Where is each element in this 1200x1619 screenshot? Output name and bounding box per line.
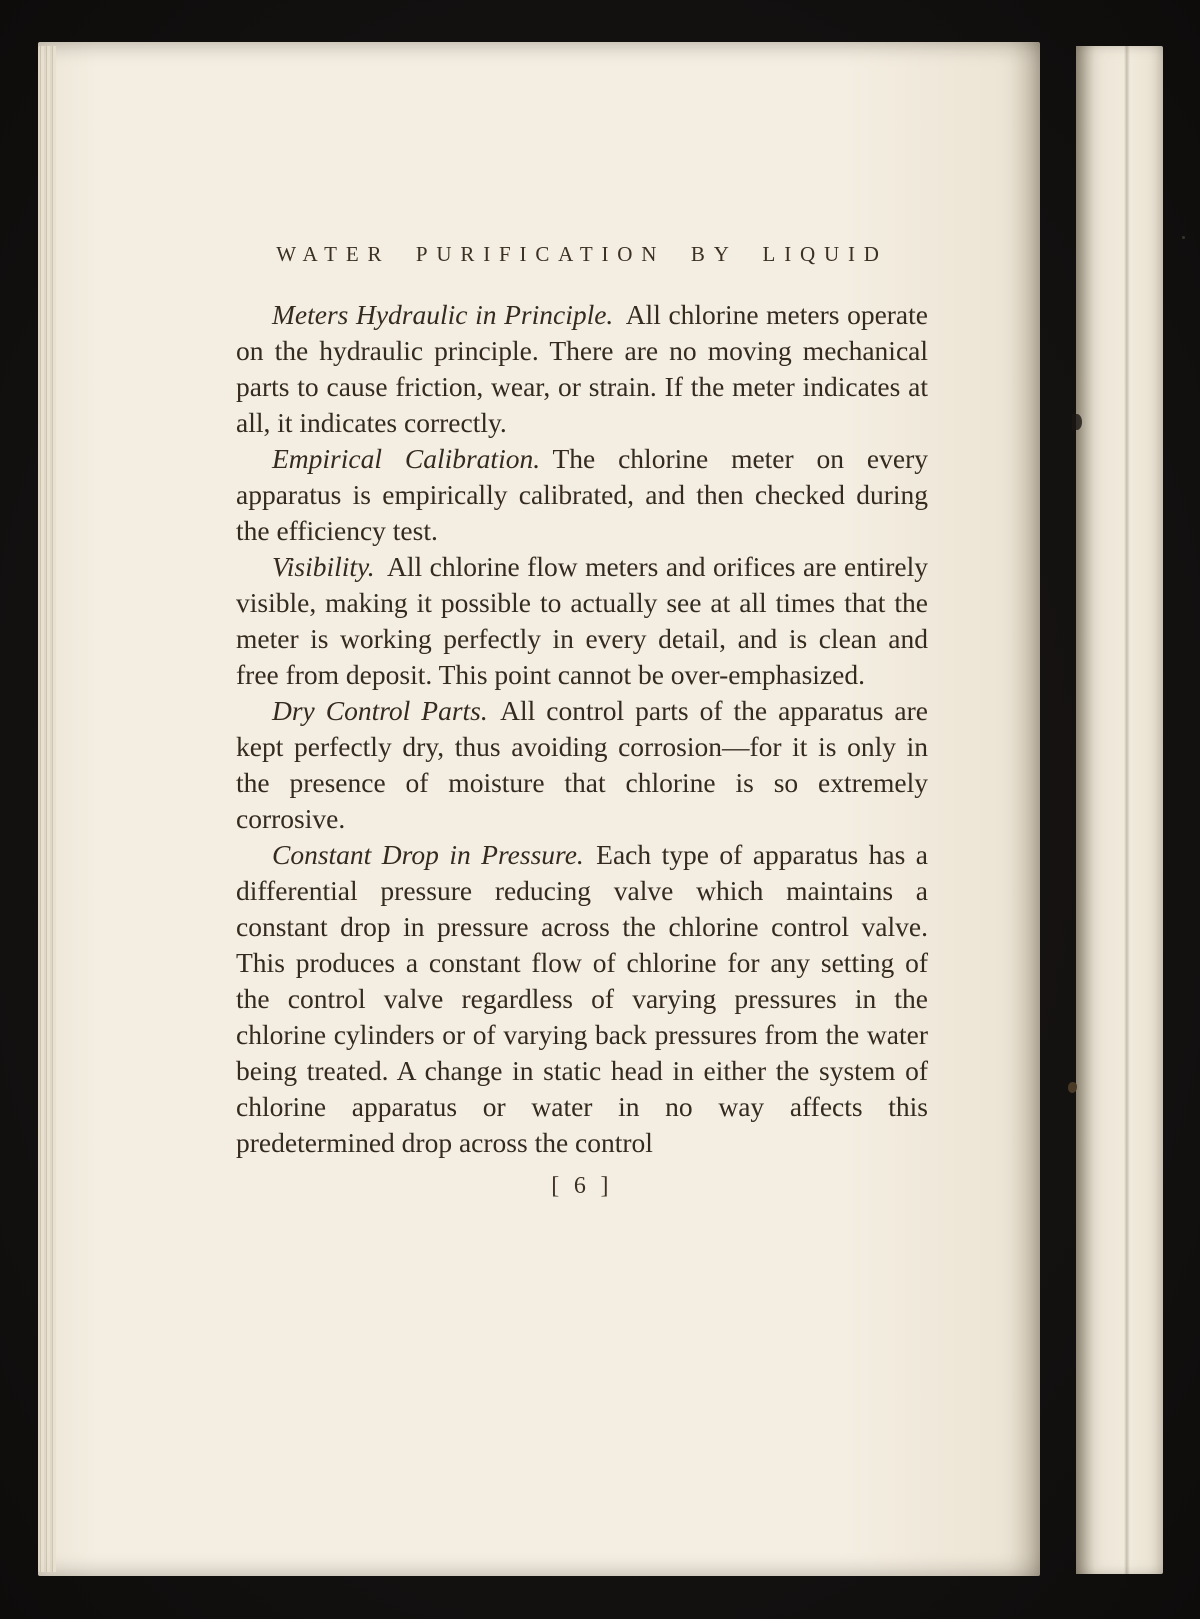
page-crease [1124,46,1130,1574]
paragraph-lead: Empirical Calibration. [272,443,541,474]
facing-page-edge [1076,46,1163,1574]
paragraph [236,297,928,441]
running-header: WATER PURIFICATION BY LIQUID [276,242,888,266]
page-number: [ 6 ] [551,1173,613,1199]
paragraph-text: Each type of apparatus has a differential pressure reducing valve which maintains a constant drop in pressure across the chlorine control valve. This produces a constant flow of chlorine for any setting of the control valve regardless of varying pressures in the chlorine cylinders or of varying back pressures from the water being treated. A change in static head in either the system of chlorine apparatus or water in no way affects this predetermined drop across the control [236,839,928,1158]
book-page [38,42,1040,1576]
paragraph [236,549,928,693]
paragraph-text: The chlorine meter on every apparatus is empirically calibrated, and then checked during the efficiency test. [236,443,928,546]
binding-notch [1072,414,1082,430]
paragraph [236,441,928,549]
paragraph-lead: Visibility. [272,551,375,582]
paragraph-lead: Constant Drop in Pressure. [272,839,584,870]
paragraph [236,693,928,837]
paragraph-text: All chlorine meters operate on the hydraulic principle. There are no moving mechanical parts to cause friction, wear, or strain. If the meter indicates at all, it indicates correctly. [236,299,928,438]
page-content [236,242,928,1200]
dust-speck [1182,236,1185,239]
paragraph-text: All chlorine flow meters and orifices are entirely visible, making it possible to actually see at all times that the meter is working perfectly in every detail, and is clean and free from deposit. This point cannot be over-emphasized. [236,551,928,690]
page-edge-stack [38,46,56,1572]
paragraph-text: All control parts of the apparatus are kept perfectly dry, thus avoiding corrosion—for it is only in the presence of moisture that chlorine is so extremely corrosive. [236,695,928,834]
paragraph-lead: Meters Hydraulic in Principle. [272,299,614,330]
paragraph [236,837,928,1161]
paragraph-lead: Dry Control Parts. [272,695,488,726]
